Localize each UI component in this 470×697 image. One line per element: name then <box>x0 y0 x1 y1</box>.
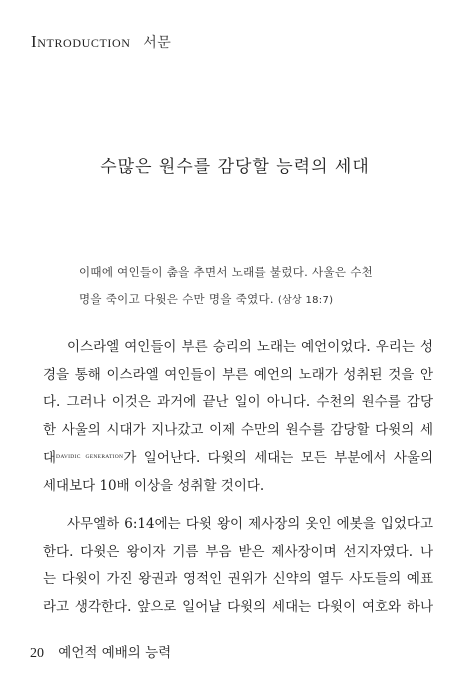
page-footer <box>30 641 171 662</box>
epigraph-text: 명을 죽이고 다윗은 수만 명을 죽였다. <box>79 292 274 306</box>
epigraph-line <box>79 286 419 314</box>
body-line <box>43 444 433 473</box>
body-line: 한 사울의 시대가 지나갔고 이제 수만의 원수를 감당할 다윗의 세 <box>43 421 433 438</box>
body-line: 사무엘하 6:14에는 다윗 왕이 제사장의 옷인 에봇을 입었다고 <box>67 516 433 532</box>
body-paragraph <box>43 511 433 621</box>
body-line-text: 가 일어난다. 다윗의 세대는 모든 부분에서 사울의 <box>123 450 434 466</box>
epigraph-reference: (삼상 18:7) <box>277 295 334 306</box>
body-line: 이스라엘 여인들이 부른 승리의 노래는 예언이었다. 우리는 성 <box>67 339 433 355</box>
english-gloss: DAVIDIC GENERATION <box>56 454 124 460</box>
chapter-title: 수많은 원수를 감당할 능력의 세대 <box>100 157 370 177</box>
running-head-english: Introduction <box>31 32 131 51</box>
body-text <box>43 334 433 621</box>
running-head <box>31 32 171 52</box>
book-title: 예언적 예배의 능력 <box>58 645 172 661</box>
body-line: 라고 생각한다. 앞으로 일어날 다윗의 세대는 다윗이 여호와 하나 <box>43 598 433 615</box>
body-line: 세대보다 10배 이상을 성취할 것이다. <box>43 477 265 494</box>
body-line: 는 다윗이 가진 왕권과 영적인 권위가 신약의 열두 사도들의 예표 <box>43 571 433 587</box>
epigraph-line: 이때에 여인들이 춤을 추면서 노래를 불렀다. 사울은 수천 <box>79 265 374 279</box>
body-line: 경을 통해 이스라엘 여인들이 부른 예언의 노래가 성취된 것을 안 <box>43 366 433 383</box>
body-line-text: 대 <box>43 450 57 466</box>
epigraph <box>79 259 419 314</box>
body-line: 한다. 다윗은 왕이자 기름 부음 받은 제사장이며 선지자였다. 나 <box>43 543 433 560</box>
page-number: 20 <box>30 646 44 661</box>
body-line: 다. 그러나 이것은 과거에 끝난 일이 아니다. 수천의 원수를 감당 <box>43 394 433 410</box>
body-paragraph <box>43 334 433 500</box>
running-head-korean: 서문 <box>143 35 172 51</box>
